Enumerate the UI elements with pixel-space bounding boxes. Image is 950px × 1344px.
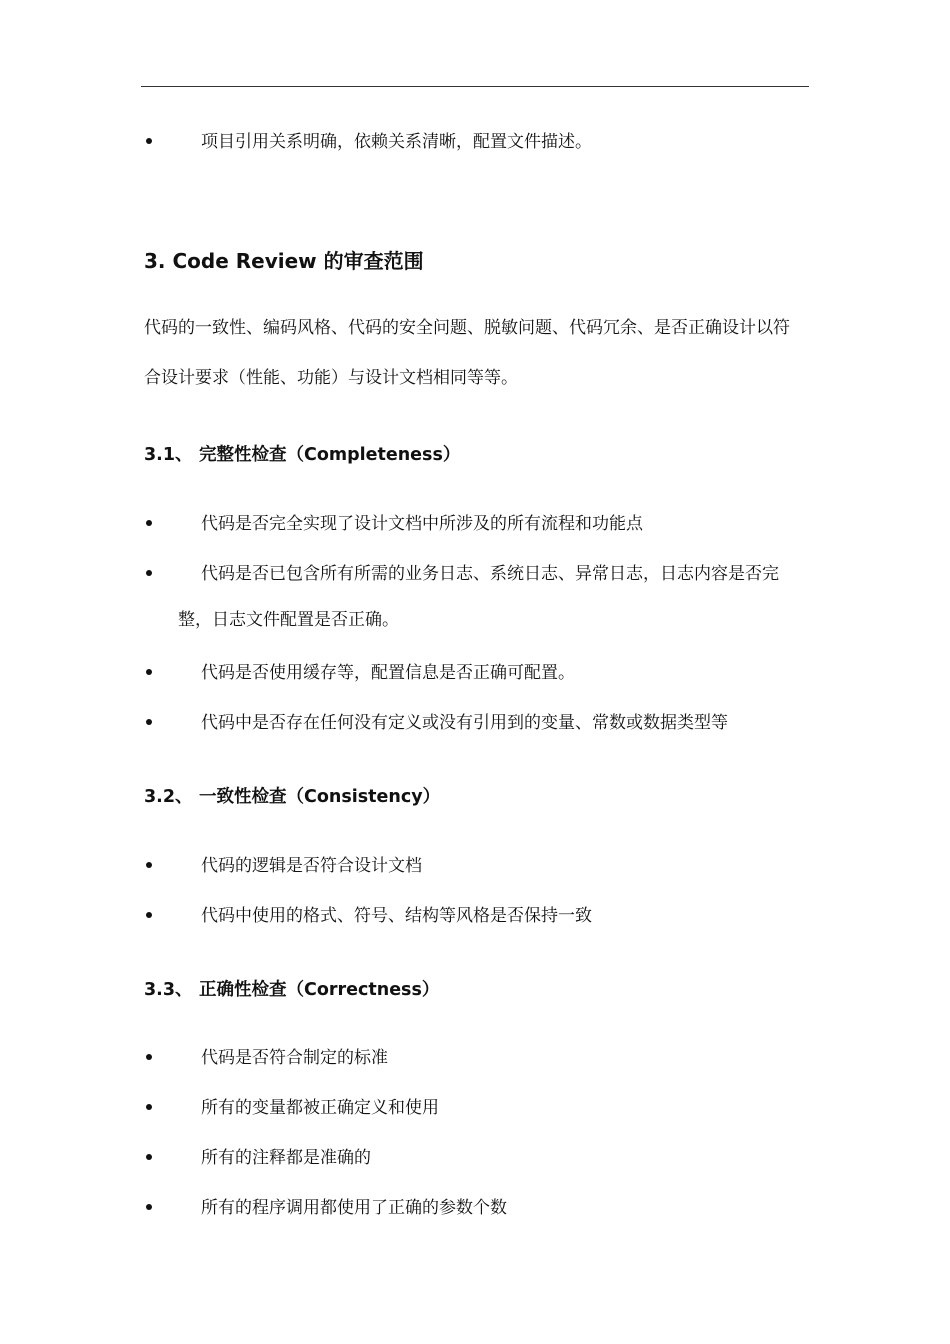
section-title: 3. Code Review 的审查范围 [144,249,424,273]
subsection-title-completeness [144,443,460,467]
list-item-text: 代码中使用的格式、符号、结构等风格是否保持一致 [201,906,592,926]
paragraph-line: 代码的一致性、编码风格、代码的安全问题、脱敏问题、代码冗余、是否正确设计以符 [144,318,790,338]
subsection-number: 3.3、 [144,980,193,1000]
list-item-text: 所有的变量都被正确定义和使用 [201,1098,439,1118]
bullet-icon [146,912,152,918]
bullet-icon [146,669,152,675]
subsection-label: 一致性检查（Consistency） [199,787,441,807]
bullet-icon [146,138,152,144]
bullet-icon [146,570,152,576]
bullet-icon [146,1054,152,1060]
paragraph-line: 合设计要求（性能、功能）与设计文档相同等等。 [144,368,518,388]
subsection-title-consistency [144,785,440,809]
list-item-text: 代码的逻辑是否符合设计文档 [201,856,422,876]
subsection-number: 3.1、 [144,445,193,465]
subsection-title-correctness [144,978,439,1002]
bullet-icon [146,1104,152,1110]
bullet-icon [146,520,152,526]
header-rule [141,86,809,87]
list-item-text: 代码是否符合制定的标准 [201,1048,388,1068]
list-item-text: 所有的程序调用都使用了正确的参数个数 [201,1198,507,1218]
subsection-number: 3.2、 [144,787,193,807]
list-item-text: 代码中是否存在任何没有定义或没有引用到的变量、常数或数据类型等 [201,713,728,733]
bullet-icon [146,719,152,725]
list-item-text: 代码是否使用缓存等，配置信息是否正确可配置。 [201,663,575,683]
subsection-label: 正确性检查（Correctness） [199,980,440,1000]
bullet-icon [146,1204,152,1210]
bullet-icon [146,862,152,868]
list-item-continuation: 整，日志文件配置是否正确。 [178,610,399,630]
list-item-text: 代码是否完全实现了设计文档中所涉及的所有流程和功能点 [201,514,643,534]
subsection-label: 完整性检查（Completeness） [199,445,461,465]
list-item-text: 代码是否已包含所有所需的业务日志、系统日志、异常日志，日志内容是否完 [201,564,779,584]
list-item-text: 项目引用关系明确，依赖关系清晰，配置文件描述。 [201,132,592,152]
list-item-text: 所有的注释都是准确的 [201,1148,371,1168]
bullet-icon [146,1154,152,1160]
